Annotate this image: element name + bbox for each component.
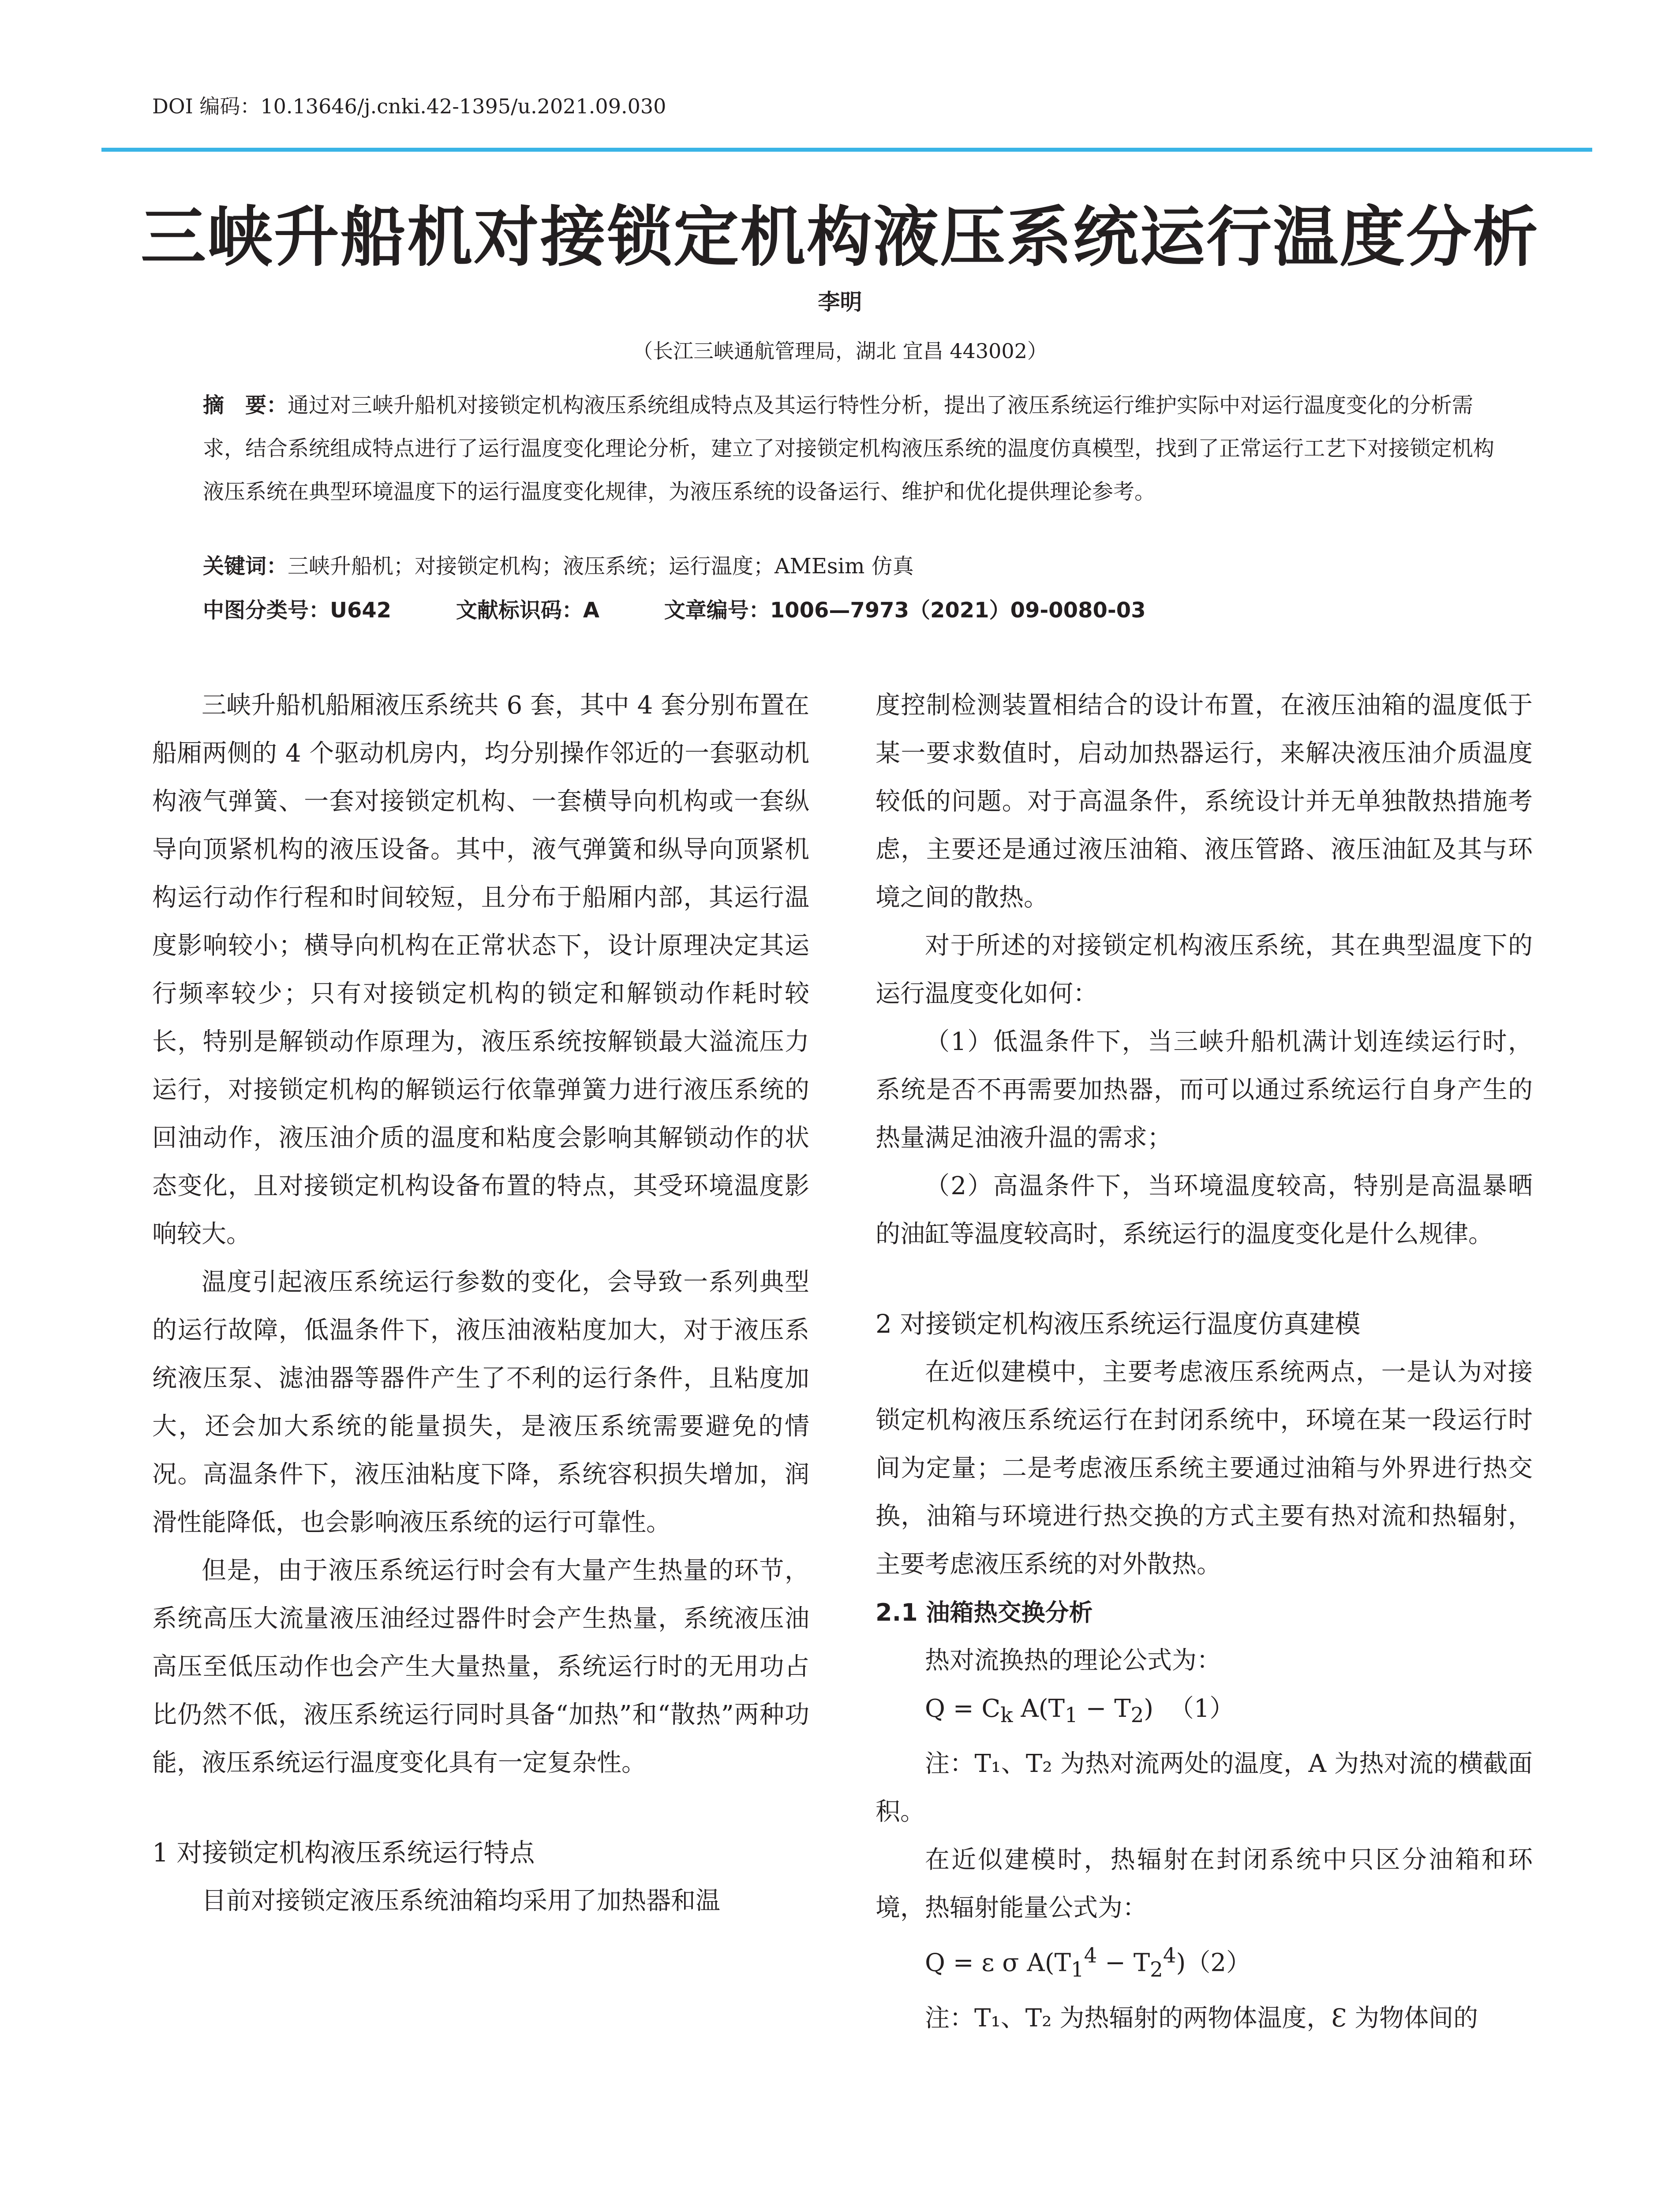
formula-2: Q = ε σ $A(T_1^4 - T_2^4)(2)$ (925, 1944, 1251, 1982)
paragraph: （2）高温条件下，当环境温度较高，特别是高温暴晒的油缸等温度较高时，系统运行的温度变化是什么规律。 (876, 1172, 1533, 1248)
paragraph: 度控制检测装置相结合的设计布置，在液压油箱的温度低于某一要求数值时，启动加热器运行，来解决液压油介质温度较低的问题。对于高温条件，系统设计并无单独散热措施考虑，主要还是通过液压油箱、液压管路、液压油缸及其与环境之间的散热。 (876, 691, 1533, 912)
header-rule (101, 148, 1592, 152)
page-footer (90, 2201, 458, 2205)
paragraph: 在近似建模时，热辐射在封闭系统中只区分油箱和环境，热辐射能量公式为： (876, 1846, 1533, 1923)
doi-line: DOI 编码：10.13646/j.cnki.42-1395/u.2021.09.030 (152, 94, 666, 118)
right-column (876, 681, 1533, 2042)
abstract (203, 384, 1508, 513)
paragraph: 温度引起液压系统运行参数的变化，会导致一系列典型的运行故障，低温条件下，液压油液粘度加大，对于液压系统液压泵、滤油器等器件产生了不利的运行条件，且粘度加大，还会加大系统的能量损失，是液压系统需要避免的情况。高温条件下，液压油粘度下降，系统容积损失增加，润滑性能降低，也会影响液压系统的运行可靠性。 (152, 1268, 809, 1537)
paragraph: 热对流换热的理论公式为： (925, 1646, 1221, 1675)
paragraph: 在近似建模中，主要考虑液压系统两点，一是认为对接锁定机构液压系统运行在封闭系统中，环境在某一段运行时间为定量；二是考虑液压系统主要通过油箱与外界进行热交换，油箱与环境进行热交换的方式主要有热对流和热辐射，主要考虑液压系统的对外散热。 (876, 1358, 1533, 1579)
article-title: 三峡升船机对接锁定机构液压系统运行温度分析 (141, 198, 1539, 275)
keywords-text: 三峡升船机；对接锁定机构；液压系统；运行温度；AMEsim 仿真 (288, 554, 914, 579)
formula-1: $Q = C_k$ $A(T_1 - T_2)$ （1） (925, 1694, 1235, 1728)
classification-line (203, 593, 1508, 624)
paragraph: 目前对接锁定液压系统油箱均采用了加热器和温 (202, 1887, 720, 1915)
affiliation: （长江三峡通航管理局，湖北 宜昌 443002） (632, 339, 1048, 363)
formula-number: （2） (1186, 1948, 1251, 1977)
abstract-label: 摘 要： (203, 393, 288, 418)
section-heading-1: 1 对接锁定机构液压系统运行特点 (152, 1838, 535, 1868)
paragraph: 三峡升船机船厢液压系统共 6 套，其中 4 套分别布置在船厢两侧的 4 个驱动机房内，均分别操作邻近的一套驱动机构液气弹簧、一套对接锁定机构、一套横导向机构或一套纵导向顶紧机构的液压设备。其中，液气弹簧和纵导向顶紧机构运行动作行程和时间较短，且分布于船厢内部，其运行温度影响较小；横导向机构在正常状态下，设计原理决定其运行频率较少；只有对接锁定机构的锁定和解锁动作耗时较长，特别是解锁动作原理为，液压系统按解锁最大溢流压力运行，对接锁定机构的解锁运行依靠弹簧力进行液压系统的回油动作，液压油介质的温度和粘度会影响其解锁动作的状态变化，且对接锁定机构设备布置的特点，其受环境温度影响较大。 (152, 691, 809, 1248)
paragraph: 注：T₁、T₂ 为热对流两处的温度，A 为热对流的横截面积。 (876, 1749, 1533, 1827)
subsection-heading-2-1: 2.1 油箱热交换分析 (876, 1599, 1093, 1626)
paragraph: 对于所述的对接锁定机构液压系统，其在典型温度下的运行温度变化如何： (876, 931, 1533, 1008)
paragraph: （1）低温条件下，当三峡升船机满计划连续运行时，系统是否不再需要加热器，而可以通过系统运行自身产生的热量满足油液升温的需求； (876, 1028, 1533, 1152)
doc-code: 文献标识码：A (456, 598, 600, 623)
author-name: 李明 (818, 289, 862, 315)
clc-number: 中图分类号：U642 (203, 598, 392, 623)
section-heading-2: 2 对接锁定机构液压系统运行温度仿真建模 (876, 1309, 1361, 1339)
abstract-text: 通过对三峡升船机对接锁定机构液压系统组成特点及其运行特性分析，提出了液压系统运行维护实际中对运行温度变化的分析需求，结合系统组成特点进行了运行温度变化理论分析，建立了对接锁定机构液压系统的温度仿真模型，找到了正常运行工艺下对接锁定机构液压系统在典型环境温度下的运行温度变化规律，为液压系统的设备运行、维护和优化提供理论参考。 (203, 393, 1495, 504)
keywords-label: 关键词： (203, 554, 288, 579)
paragraph: 注：T₁、T₂ 为热辐射的两物体温度，Ɛ 为物体间的 (925, 2004, 1478, 2033)
paragraph: 但是，由于液压系统运行时会有大量产生热量的环节，系统高压大流量液压油经过器件时会产生热量，系统液压油高压至低压动作也会产生大量热量，系统运行时的无用功占比仍然不低，液压系统运行同时具备“加热”和“散热”两种功能，液压系统运行温度变化具有一定复杂性。 (152, 1556, 809, 1777)
article-number: 文章编号：1006—7973（2021）09-0080-03 (664, 598, 1146, 623)
formula-number: （1） (1169, 1694, 1235, 1723)
keywords (203, 549, 1508, 579)
left-column (152, 681, 809, 1925)
